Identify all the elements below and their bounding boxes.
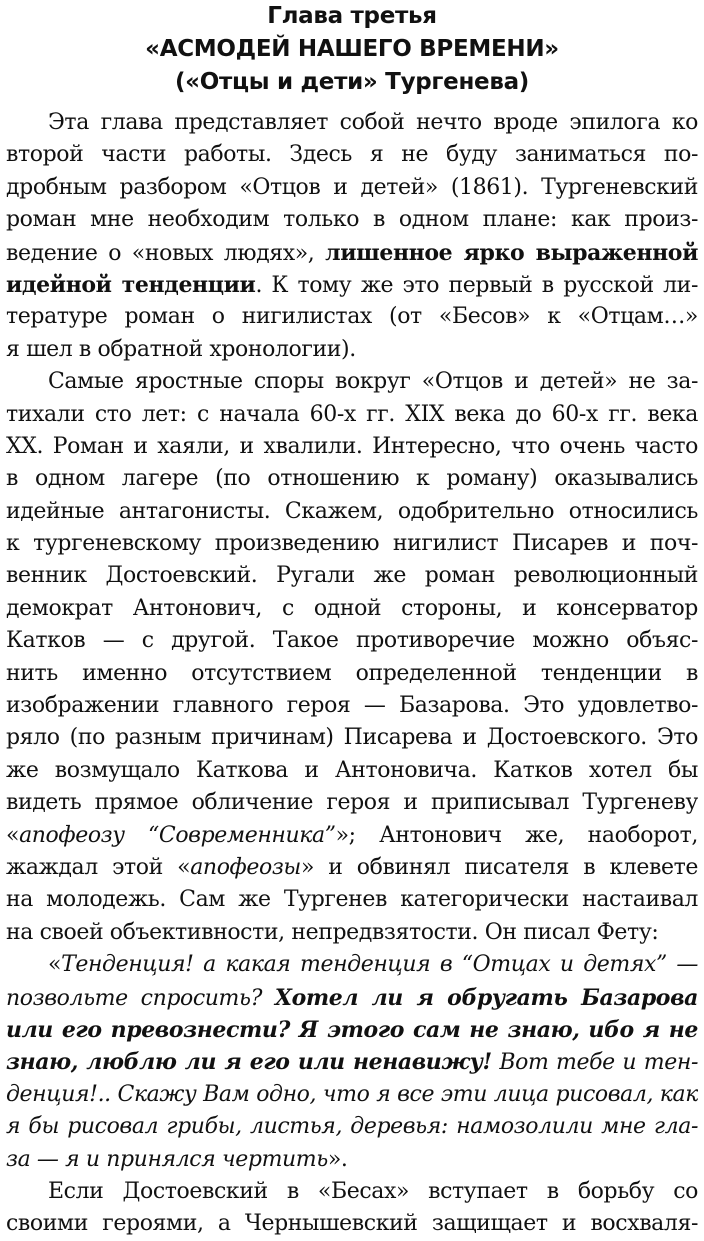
text-span: Самые яростные споры вокруг «Отцов и детей» не за- xyxy=(48,369,698,395)
text-line xyxy=(6,917,698,949)
text-line xyxy=(6,722,698,754)
text-line xyxy=(6,820,698,852)
text-span: тихали сто лет: с начала 60-х гг. XIX века до 60-х гг. века xyxy=(6,401,698,427)
text-line xyxy=(6,1208,698,1240)
text-line xyxy=(6,107,698,139)
chapter-subtitle: («Отцы и дети» Тургенева) xyxy=(174,69,530,95)
text-line xyxy=(6,884,698,916)
text-span: Эта глава представляет собой нечто вроде эпилога ко xyxy=(48,110,698,135)
text-line xyxy=(6,1046,698,1078)
text-line xyxy=(6,593,698,625)
text-line xyxy=(6,1014,698,1046)
italic-text: денция!.. Скажу Вам одно, что я все эти лица рисовал, как xyxy=(6,1081,698,1107)
text-line xyxy=(6,625,698,657)
text-span: к тургеневскому произведению нигилист Писарев и поч- xyxy=(6,531,698,557)
chapter-body-text xyxy=(6,107,698,1241)
italic-text: я бы рисовал грибы, листья, деревья: намозолили мне гла- xyxy=(6,1114,698,1140)
text-line xyxy=(6,399,698,431)
italic-text: апофеозу “Современника” xyxy=(19,822,336,848)
text-span: »; Антонович же, наоборот, xyxy=(335,822,698,848)
text-line xyxy=(6,301,698,333)
text-span: изображении главного героя — Базарова. Это удовлетво- xyxy=(6,693,698,719)
bold-italic-text: знаю, люблю ли я его или ненавижу! xyxy=(6,1049,492,1076)
italic-text: Вот тебе и тен- xyxy=(491,1050,698,1076)
text-line xyxy=(6,269,698,301)
text-line xyxy=(6,560,698,592)
text-line xyxy=(6,463,698,495)
text-span: « xyxy=(48,952,62,978)
text-span: « xyxy=(6,822,20,848)
italic-text: позвольте спросить? xyxy=(6,985,275,1011)
text-span: Катков — с другой. Такое противоречие можно объяс- xyxy=(6,628,698,654)
bold-text: идейной тенденции xyxy=(6,271,256,298)
text-line xyxy=(6,658,698,690)
text-line xyxy=(6,139,698,171)
bold-italic-text: Хотел ли я обругать Базарова xyxy=(274,984,698,1011)
text-line xyxy=(6,690,698,722)
italic-text: за — я и принялся чертить xyxy=(6,1146,328,1172)
text-line xyxy=(6,496,698,528)
chapter-heading xyxy=(6,0,698,99)
text-line xyxy=(6,237,698,269)
text-line xyxy=(6,1079,698,1111)
text-span: в одном лагере (по отношению к роману) оказывались xyxy=(6,466,698,492)
text-line xyxy=(6,528,698,560)
text-line xyxy=(6,982,698,1014)
text-span: второй части работы. Здесь я не буду заниматься по- xyxy=(6,142,698,168)
text-line xyxy=(6,1111,698,1143)
text-span: на своей объективности, непредвзятости. Он писал Фету: xyxy=(6,919,659,945)
book-page xyxy=(6,0,698,1241)
text-span: » и обвинял писателя в клевете xyxy=(300,854,698,880)
text-line xyxy=(6,1144,698,1176)
text-span: XX. Роман и хаяли, и хвалили. Интересно, что очень часто xyxy=(6,433,698,459)
text-line xyxy=(6,755,698,787)
bold-text: лишенное ярко выраженной xyxy=(325,239,698,266)
text-span: своими героями, а Чернышевский защищает и восхваля- xyxy=(6,1211,698,1237)
text-line xyxy=(6,852,698,884)
text-span: . К тому же это первый в русской ли- xyxy=(255,272,698,298)
chapter-title: «АСМОДЕЙ НАШЕГО ВРЕМЕНИ» xyxy=(145,36,559,62)
text-span: ведение о «новых людях», xyxy=(6,240,326,266)
text-line xyxy=(6,172,698,204)
bold-italic-text: или его превознести? Я этого сам не знаю, ибо я не xyxy=(6,1016,698,1043)
text-line xyxy=(6,334,698,366)
text-span: демократ Антонович, с одной стороны, и консерватор xyxy=(6,595,698,621)
text-span: нить именно отсутствием определенной тенденции в xyxy=(6,660,698,686)
italic-text: апофеозы xyxy=(190,854,301,880)
text-line xyxy=(6,949,698,981)
text-span: я шел в обратной хронологии). xyxy=(6,336,356,362)
text-span: же возмущало Каткова и Антоновича. Катков хотел бы xyxy=(6,757,698,783)
chapter-number: Глава третья xyxy=(267,3,437,29)
text-span: жаждал этой « xyxy=(6,854,191,880)
text-span: Если Достоевский в «Бесах» вступает в борьбу со xyxy=(48,1178,698,1204)
text-span: дробным разбором «Отцов и детей» (1861). Тургеневский xyxy=(6,174,698,200)
text-line xyxy=(6,1176,698,1208)
text-span: тературе роман о нигилистах (от «Бесов» к «Отцам…» xyxy=(6,304,698,330)
text-span: идейные антагонисты. Скажем, одобрительно относились xyxy=(6,498,698,524)
text-span: венник Достоевский. Ругали же роман революционный xyxy=(6,563,698,589)
text-span: на молодежь. Сам же Тургенев категорически настаивал xyxy=(6,887,698,913)
text-span: ». xyxy=(327,1146,348,1172)
text-line xyxy=(6,787,698,819)
text-span: видеть прямое обличение героя и приписывал Тургеневу xyxy=(6,790,698,816)
italic-text: Тенденция! а какая тенденция в “Отцах и детях” — xyxy=(61,952,698,978)
text-span: ряло (по разным причинам) Писарева и Достоевского. Это xyxy=(6,725,698,751)
text-line xyxy=(6,366,698,398)
text-span: роман мне необходим только в одном плане: как произ- xyxy=(6,207,698,233)
text-line xyxy=(6,431,698,463)
text-line xyxy=(6,204,698,236)
